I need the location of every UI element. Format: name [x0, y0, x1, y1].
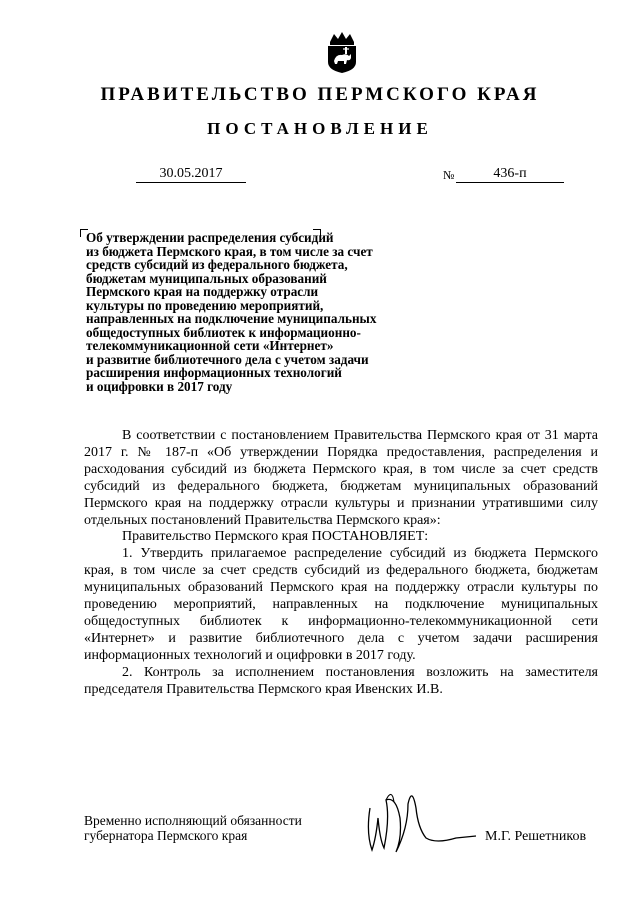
subject-line: средств субсидий из федерального бюджета,: [86, 257, 348, 272]
subject-line: Пермского края на поддержку отрасли: [86, 284, 319, 299]
body-paragraph: 1. Утвердить прилагаемое распределение субсидий из бюджета Пермского края, в том числе за счет средств субсидий из федерального бюджета, бюджетам муниципальных образований Пермского края на поддержку отрасли культуры по проведению мероприятий, направленных на подключение муниципальных общедоступных библиотек к информационно-телекоммуникационной сети «Интернет» и развитие библиотечного дела с учетом задачи расширения информационных технологий и оцифровки в 2017 году.: [84, 546, 598, 663]
subject-line: и развитие библиотечного дела с учетом задачи: [86, 351, 369, 367]
subject-line: и оцифровки в 2017 году: [86, 378, 233, 394]
subject-line: культуры по проведению мероприятий,: [86, 297, 324, 313]
subject-line: бюджетам муниципальных образований: [86, 270, 327, 286]
position-line: губернатора Пермского края: [84, 828, 248, 843]
subject-line: общедоступных библиотек к информационно-: [86, 324, 361, 340]
signatory-position: [84, 813, 302, 843]
subject-line: расширения информационных технологий: [86, 365, 342, 380]
document-type: ПОСТАНОВЛЕНИЕ: [207, 119, 433, 138]
body-paragraph: Правительство Пермского края ПОСТАНОВЛЯЕТ:: [122, 529, 429, 545]
signatory-name: М.Г. Решетников: [485, 829, 587, 844]
position-line: Временно исполняющий обязанности: [84, 813, 302, 828]
body-paragraph: В соответствии с постановлением Правительства Пермского края от 31 марта 2017 г. № 187-п «Об утверждении Порядка предоставления, распределения и расходования субсидий из бюджета Пермского края, в том числе за счет средств субсидий из федерального бюджета, бюджетам муниципальных образований Пермского края на поддержку отрасли культуры и признании утратившими силу отдельных постановлений Правительства Пермского края»:: [84, 428, 598, 528]
subject-line: Об утверждении распределения субсидий: [86, 230, 334, 245]
number-label: №: [443, 168, 455, 182]
subject-line: телекоммуникационной сети «Интернет»: [86, 338, 334, 353]
coat-of-arms-icon: [322, 28, 362, 74]
document-subject: [86, 231, 416, 393]
document-body: [84, 428, 598, 699]
subject-line: направленных на подключение муниципальных: [86, 311, 377, 326]
handwritten-signature: [356, 778, 476, 858]
document-date: 30.05.2017: [136, 166, 246, 183]
subject-line: из бюджета Пермского края, в том числе за счет: [86, 243, 373, 259]
body-paragraph: 2. Контроль за исполнением постановления возложить на заместителя председателя Правительства Пермского края Ивенских И.В.: [84, 664, 598, 697]
organization-title: ПРАВИТЕЛЬСТВО ПЕРМСКОГО КРАЯ: [100, 84, 540, 105]
document-number: 436-п: [456, 166, 564, 183]
